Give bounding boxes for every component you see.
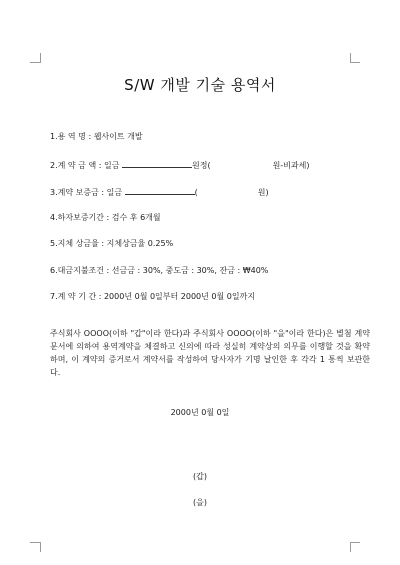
amount-blank [122,159,192,168]
item-service-name [50,132,143,142]
item-value-mid: 원정( [191,161,211,170]
item-value-mid: ( [194,188,198,197]
item-value-prefix: 일금 [103,161,120,170]
deposit-blank [125,186,195,195]
item-value: 웹사이트 개발 [93,132,143,141]
item-deposit [50,186,269,198]
crop-mark-bottom-left-v [40,542,41,552]
item-label: 1.용 역 명 : [50,132,92,141]
item-label: 4.하자보증기간 : [50,213,110,222]
contract-date: 2000년 0월 0일 [170,408,230,417]
item-value: 선금금 : 30%, 중도금 : 30%, 잔금 : ₩40% [111,266,269,275]
item-penalty-rate [50,239,173,249]
item-value: 지체상금율 0.25% [106,239,174,248]
crop-mark-bottom-right [350,542,360,543]
crop-mark-top-left-v [40,53,41,63]
item-value: 2000년 0월 0일부터 2000년 0월 0일까지 [103,292,256,301]
item-value: 검수 후 6개월 [111,213,161,222]
party-b-label: (을) [193,498,207,507]
item-value-prefix: 일금 [106,188,123,197]
item-value-suffix: 원-비과세) [272,161,310,170]
crop-mark-top-left [30,62,40,63]
item-label: 5.지체 상금율 : [50,239,105,248]
item-contract-period [50,292,255,302]
item-label: 7.계 약 기 간 : [50,292,102,301]
item-payment-terms [50,266,268,276]
item-contract-amount [50,159,309,171]
contract-body-text: 주식회사 OOOO(이하 "갑"이라 한다)과 주식회사 OOOO(이하 "을"이라 한다)은 별첨 계약문서에 의하여 용역계약을 체결하고 신의에 따라 성실히 계약상의 의무를 이행할 것을 확약하며, 이 계약의 증거로서 계약서를 작성하여 당사자가 기명 날인한 후 각각 1 통씩 보관한다. [50,329,370,377]
party-a-label: (갑) [193,472,207,481]
item-label: 3.계약 보증금 : [50,188,105,197]
item-warranty [50,213,161,223]
document-title: S/W 개발 기술 용역서 [124,76,276,94]
item-label: 2.계 약 금 액 : [50,161,102,170]
crop-mark-bottom-right-v [350,542,351,552]
crop-mark-top-right [350,62,360,63]
item-label: 6.대금지불조건 : [50,266,110,275]
crop-mark-top-right-v [350,53,351,63]
crop-mark-bottom-left [30,542,40,543]
item-value-suffix: 원) [257,188,269,197]
